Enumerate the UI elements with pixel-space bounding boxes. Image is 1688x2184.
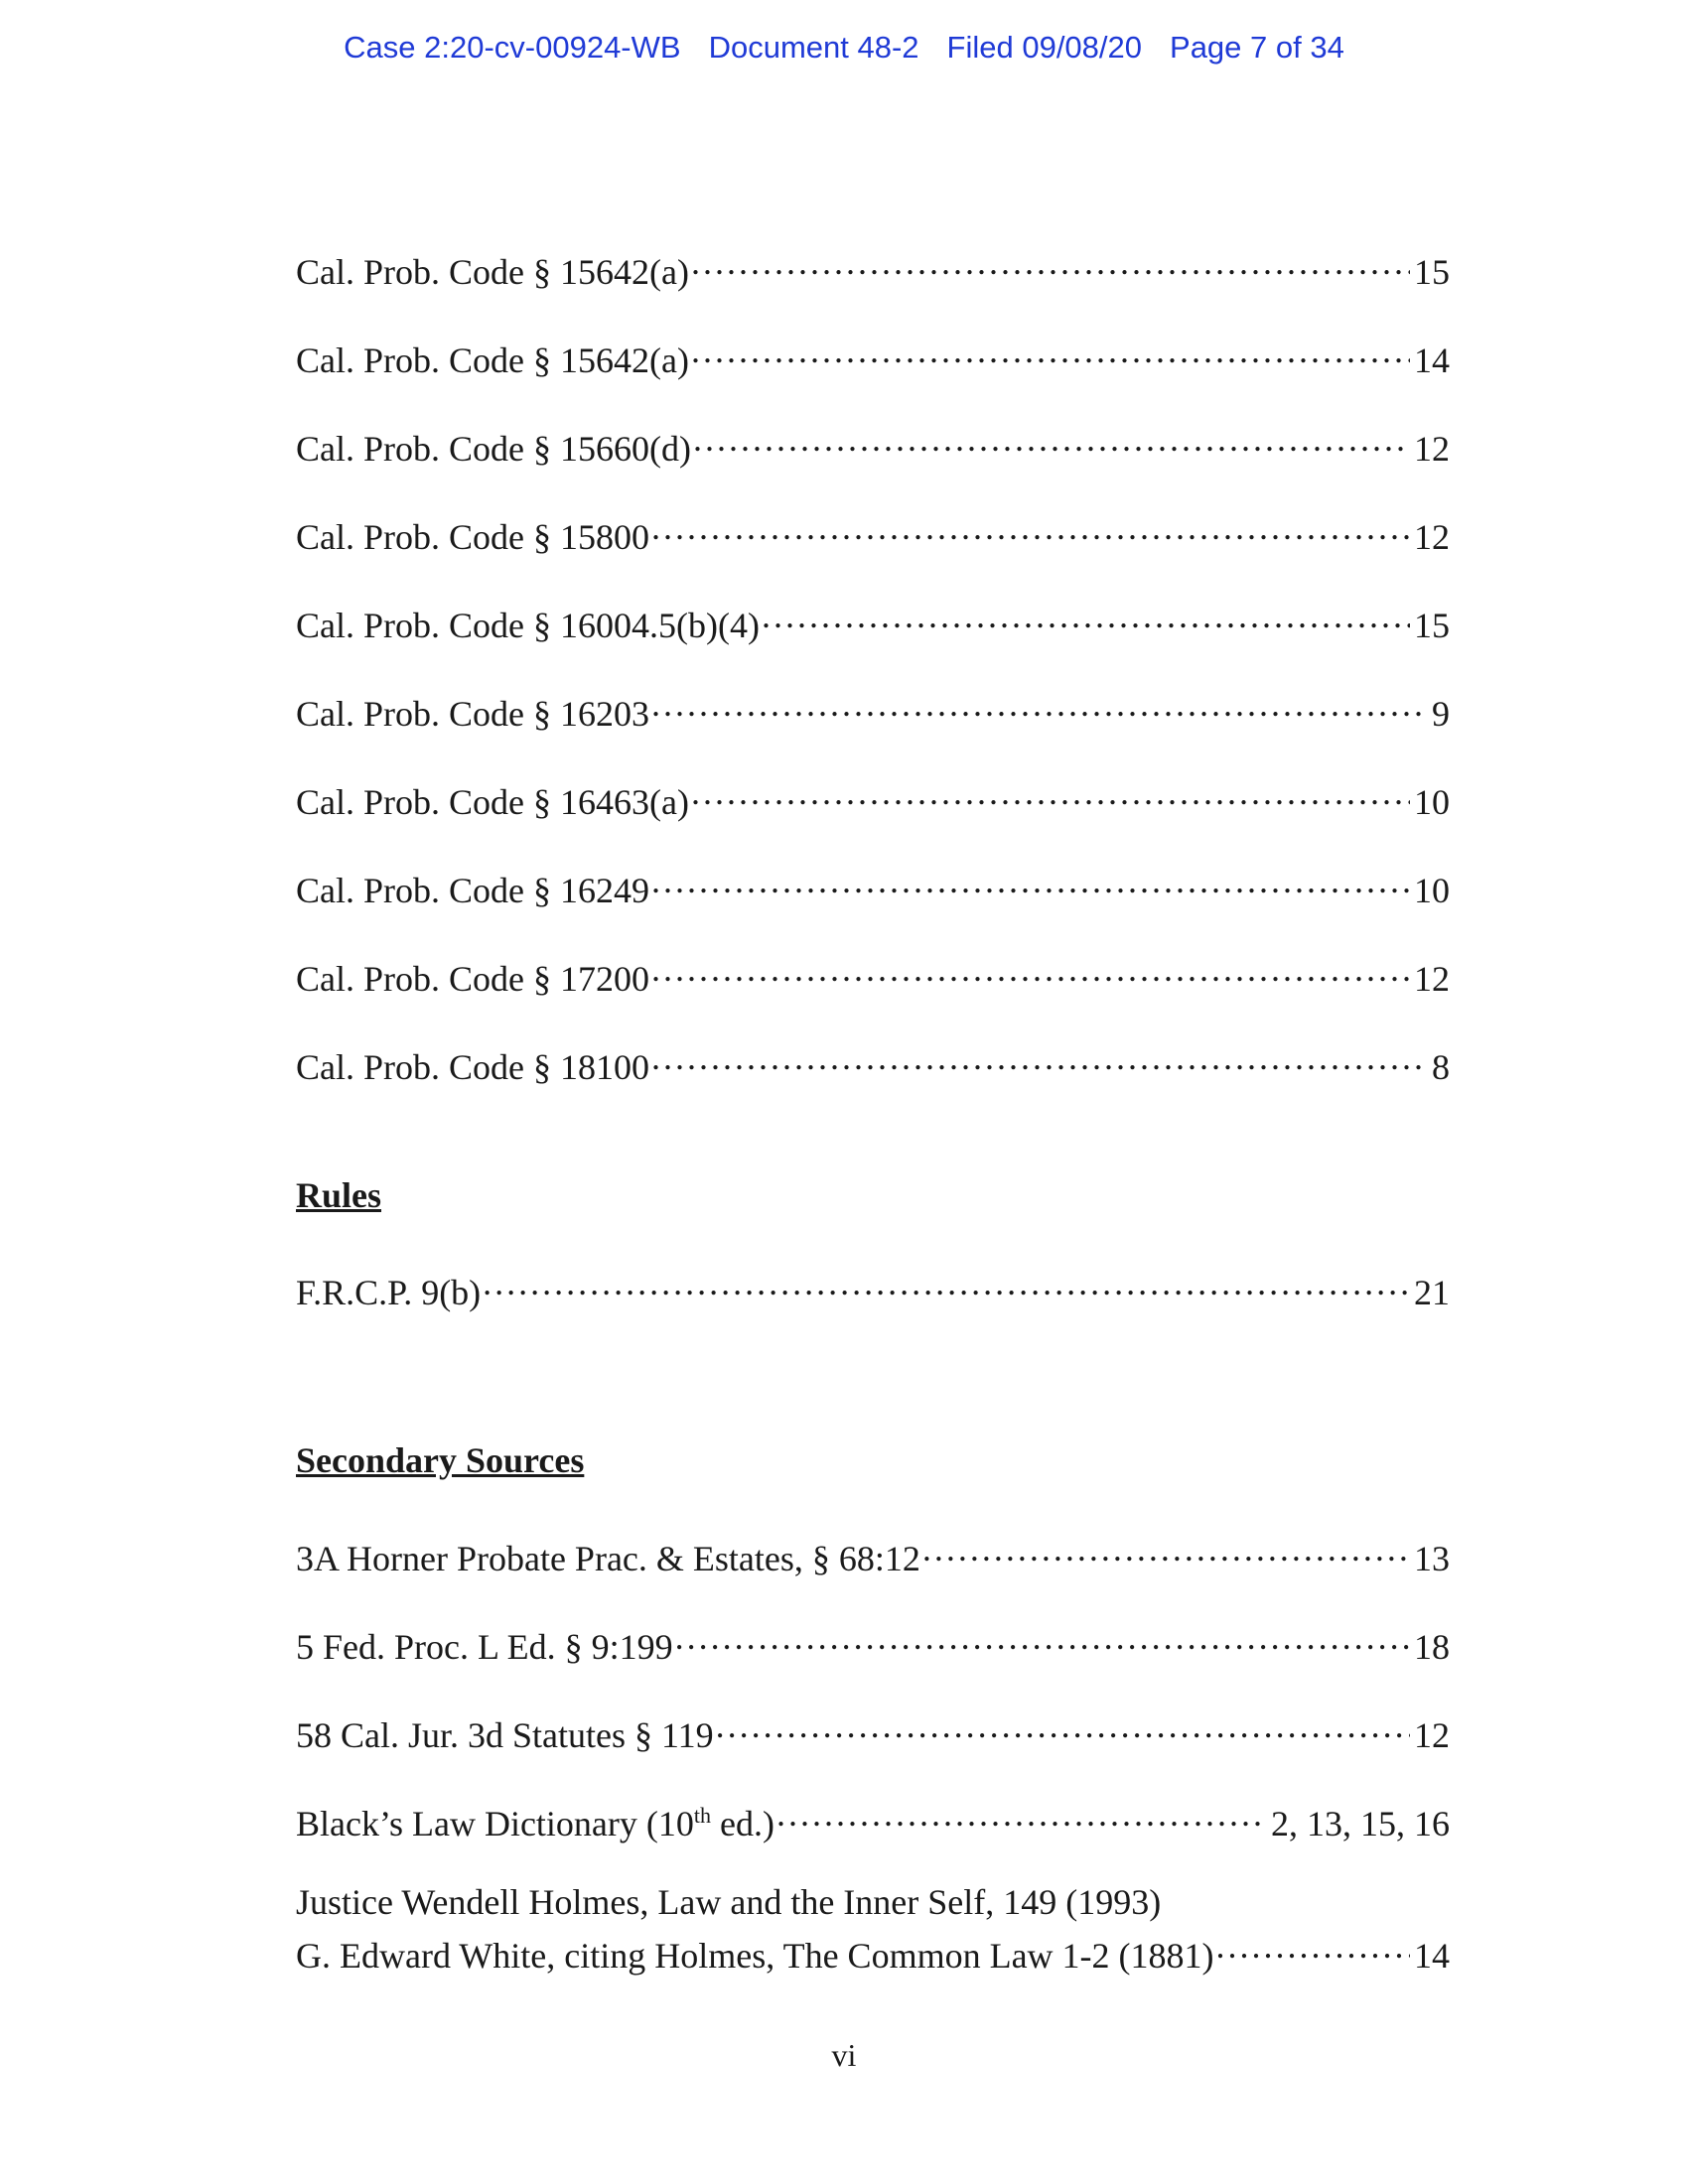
toa-entry (296, 1035, 1450, 1087)
toa-entry (296, 947, 1450, 999)
filed-date: Filed 09/08/20 (946, 30, 1143, 65)
citation: Cal. Prob. Code § 15642(a) (296, 252, 689, 292)
citation-text: Black’s Law Dictionary (10 (296, 1804, 694, 1843)
page-number: vi (831, 2037, 857, 2073)
citation: Cal. Prob. Code § 16004.5(b)(4) (296, 606, 760, 645)
dot-leader (691, 240, 1410, 284)
dot-leader (762, 594, 1410, 637)
dot-leader (1216, 1924, 1410, 1968)
secondary-sources-list (296, 1527, 1450, 2012)
citation (296, 1802, 776, 1845)
toa-entry (296, 770, 1450, 822)
citation: G. Edward White, citing Holmes, The Common Law 1-2 (1881) (296, 1936, 1214, 1976)
page-ref: 10 (1414, 871, 1450, 910)
citation-text: ed.) (711, 1804, 774, 1843)
toa-entry (296, 1527, 1450, 1578)
citation: Cal. Prob. Code § 16463(a) (296, 782, 689, 822)
citation: Cal. Prob. Code § 15660(d) (296, 429, 691, 469)
section-heading-rules: Rules (296, 1175, 382, 1215)
document-number: Document 48-2 (708, 30, 919, 65)
page-ref: 18 (1414, 1627, 1450, 1667)
toa-entry (296, 505, 1450, 557)
dot-leader (691, 770, 1410, 814)
dot-leader (483, 1261, 1410, 1304)
dot-leader (691, 329, 1410, 372)
page-ref: 14 (1414, 341, 1450, 380)
toa-entry (296, 1261, 1450, 1312)
dot-leader (693, 417, 1410, 461)
toa-entry (296, 329, 1450, 380)
dot-leader (675, 1615, 1410, 1659)
dot-leader (651, 505, 1410, 549)
page-ref: 14 (1414, 1936, 1450, 1976)
case-number: Case 2:20-cv-00924-WB (344, 30, 681, 65)
page-ref: 15 (1414, 606, 1450, 645)
dot-leader (922, 1527, 1410, 1570)
dot-leader (651, 682, 1428, 726)
toa-entry (296, 1792, 1450, 1843)
dot-leader (716, 1704, 1410, 1747)
ordinal-superscript: th (693, 1803, 712, 1828)
page-ref: 12 (1414, 1715, 1450, 1755)
dot-leader (651, 1035, 1428, 1079)
citation-line: Justice Wendell Holmes, Law and the Inner Self, 149 (1993) (296, 1882, 1162, 1922)
toa-entry (296, 682, 1450, 734)
rules-list (296, 1261, 1450, 1349)
citation: Cal. Prob. Code § 16249 (296, 871, 649, 910)
statutes-list (296, 240, 1450, 1087)
page-ref: 12 (1414, 429, 1450, 469)
toa-entry (296, 417, 1450, 469)
page-ref: 12 (1414, 517, 1450, 557)
page-ref: 8 (1432, 1047, 1450, 1087)
toa-entry (296, 1704, 1450, 1755)
page-ref: 21 (1414, 1273, 1450, 1312)
citation: Cal. Prob. Code § 17200 (296, 959, 649, 999)
page-ref: 15 (1414, 252, 1450, 292)
section-heading-secondary-sources: Secondary Sources (296, 1440, 585, 1480)
citation: Cal. Prob. Code § 18100 (296, 1047, 649, 1087)
toa-entry (296, 859, 1450, 910)
dot-leader (651, 947, 1410, 991)
case-header (0, 30, 1688, 66)
toa-entry (296, 594, 1450, 645)
citation: 58 Cal. Jur. 3d Statutes § 119 (296, 1715, 714, 1755)
page-ref: 2, 13, 15, 16 (1271, 1804, 1450, 1843)
page-count: Page 7 of 34 (1170, 30, 1344, 65)
citation: Cal. Prob. Code § 15800 (296, 517, 649, 557)
citation: F.R.C.P. 9(b) (296, 1273, 482, 1312)
page-ref: 12 (1414, 959, 1450, 999)
citation-line (296, 1924, 1450, 1976)
page-ref: 13 (1414, 1539, 1450, 1578)
page-ref: 9 (1432, 694, 1450, 734)
dot-leader (776, 1792, 1267, 1836)
dot-leader (651, 859, 1410, 902)
toa-entry (296, 1880, 1450, 1976)
citation: Cal. Prob. Code § 15642(a) (296, 341, 689, 380)
table-of-authorities (296, 240, 1450, 1976)
citation: 3A Horner Probate Prac. & Estates, § 68:12 (296, 1539, 920, 1578)
page-ref: 10 (1414, 782, 1450, 822)
toa-entry (296, 240, 1450, 292)
citation: 5 Fed. Proc. L Ed. § 9:199 (296, 1627, 673, 1667)
toa-entry (296, 1615, 1450, 1667)
citation: Cal. Prob. Code § 16203 (296, 694, 649, 734)
